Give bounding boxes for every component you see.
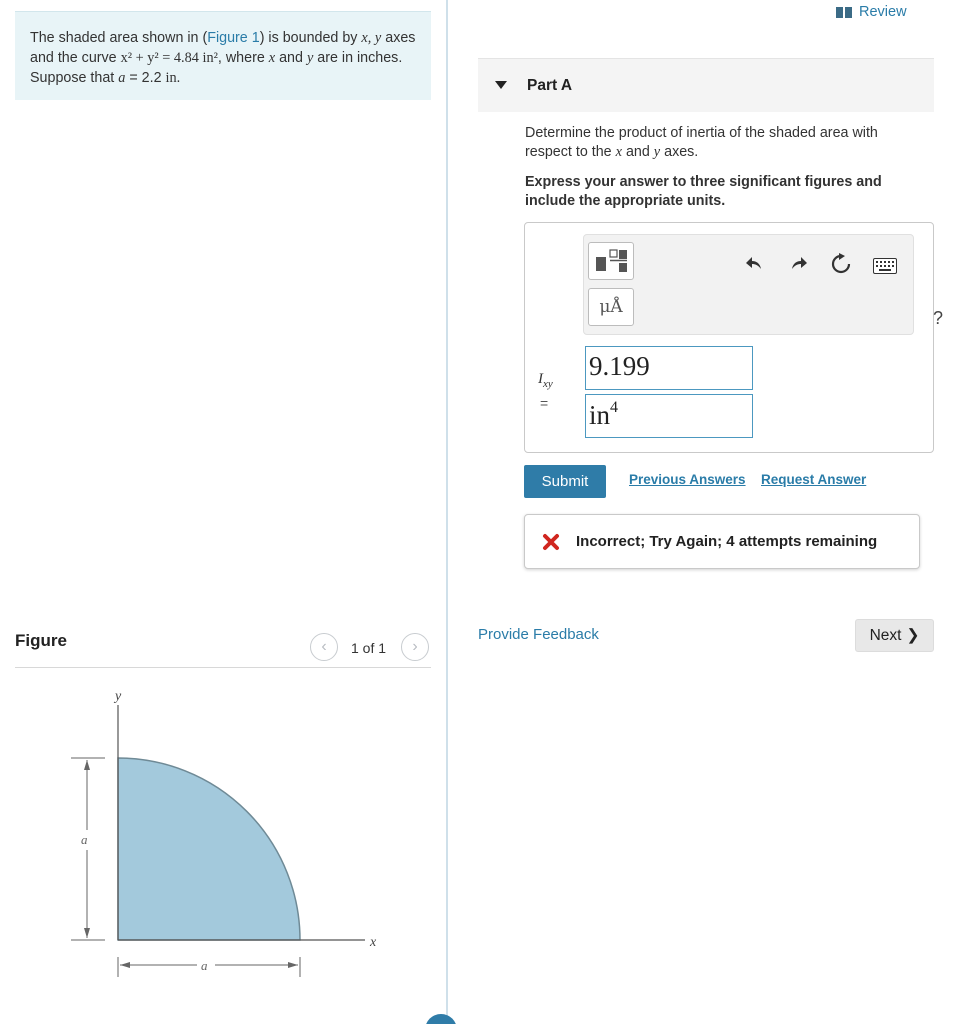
answer-panel: [524, 222, 944, 453]
submit-button[interactable]: Submit: [524, 465, 606, 498]
reset-icon[interactable]: [829, 252, 853, 276]
problem-statement: [15, 11, 431, 100]
unit-exponent: 4: [610, 399, 619, 416]
column-divider: [446, 0, 448, 1024]
review-label: Review: [859, 4, 907, 20]
unit-input[interactable]: [585, 394, 753, 438]
figure-counter: 1 of 1: [351, 640, 387, 656]
templates-icon: [593, 247, 629, 275]
var-x: x: [268, 50, 276, 66]
figure-diagram: [15, 680, 395, 990]
chevron-right-icon: ❯: [906, 627, 920, 644]
part-title: Part A: [527, 77, 573, 94]
question-part: Determine the product of inertia of the shaded area with respect to the: [525, 125, 878, 160]
redo-icon[interactable]: [786, 252, 810, 276]
equals-sign: =: [540, 395, 549, 411]
dim-vertical-label: a: [81, 832, 88, 847]
templates-button[interactable]: [588, 242, 634, 280]
part-header[interactable]: [478, 58, 934, 112]
problem-text: are in inches. Suppose that: [30, 50, 403, 86]
question-text: [525, 124, 925, 162]
problem-text: and: [275, 50, 307, 66]
var-base: I: [538, 371, 543, 387]
figure-title: Figure: [15, 631, 67, 650]
next-button[interactable]: [855, 619, 934, 652]
chevron-left-icon: ‹: [321, 638, 327, 655]
units-button-label: μÅ: [599, 297, 623, 317]
problem-text: axes and the curve: [30, 30, 416, 66]
math-toolbar: [583, 234, 944, 335]
feedback-banner: [524, 514, 920, 569]
axes-vars: x, y: [361, 30, 382, 46]
figure-link[interactable]: Figure 1: [207, 30, 260, 46]
dim-arrow-left: [120, 962, 130, 968]
var-a: a: [118, 70, 126, 86]
problem-text: The shaded area shown in (: [30, 30, 208, 46]
answer-variable-label: [538, 370, 553, 390]
problem-text: = 2.2: [125, 70, 166, 86]
help-widget-icon[interactable]: [425, 1014, 457, 1024]
caret-down-icon: [495, 81, 507, 89]
instruction-text: Express your answer to three significant figures and include the appropriate units.: [525, 174, 882, 209]
y-axis-label: y: [115, 689, 122, 704]
value-input[interactable]: 9.199: [585, 346, 753, 390]
curve-equation: x² + y² = 4.84 in²: [120, 50, 218, 66]
request-answer-link[interactable]: Request Answer: [761, 472, 867, 487]
error-x-icon: [542, 533, 560, 551]
chevron-right-icon: ›: [412, 638, 418, 655]
undo-icon[interactable]: [743, 252, 767, 276]
help-icon[interactable]: ?: [933, 308, 944, 328]
book-icon: [836, 7, 852, 18]
var-y: y: [306, 50, 314, 66]
question-part: axes.: [660, 144, 699, 160]
keyboard-icon[interactable]: [873, 254, 897, 278]
feedback-message: Incorrect; Try Again; 4 attempts remaining: [576, 533, 878, 550]
figure-prev-button[interactable]: [310, 633, 338, 661]
shaded-quarter-disc: [118, 758, 300, 940]
review-link[interactable]: [836, 4, 907, 20]
dim-horizontal-label: a: [201, 958, 208, 973]
var-subscript: xy: [543, 378, 553, 390]
dim-arrow-down: [84, 928, 90, 938]
previous-answers-link[interactable]: Previous Answers: [629, 472, 746, 487]
unit-in: in.: [165, 70, 181, 86]
question-var-y: y: [653, 144, 661, 160]
unit-base: in: [589, 400, 611, 430]
units-button[interactable]: [588, 288, 634, 326]
question-part: and: [621, 144, 654, 160]
figure-header: [15, 628, 431, 668]
problem-text: ) is bounded by: [259, 30, 362, 46]
next-label: Next: [869, 626, 902, 644]
dim-arrow-up: [84, 760, 90, 770]
dim-arrow-right: [288, 962, 298, 968]
x-axis-label: x: [370, 935, 377, 950]
question-var-x: x: [615, 144, 622, 160]
problem-text: , where: [217, 50, 269, 66]
figure-next-button[interactable]: [401, 633, 429, 661]
provide-feedback-link[interactable]: Provide Feedback: [478, 626, 599, 643]
